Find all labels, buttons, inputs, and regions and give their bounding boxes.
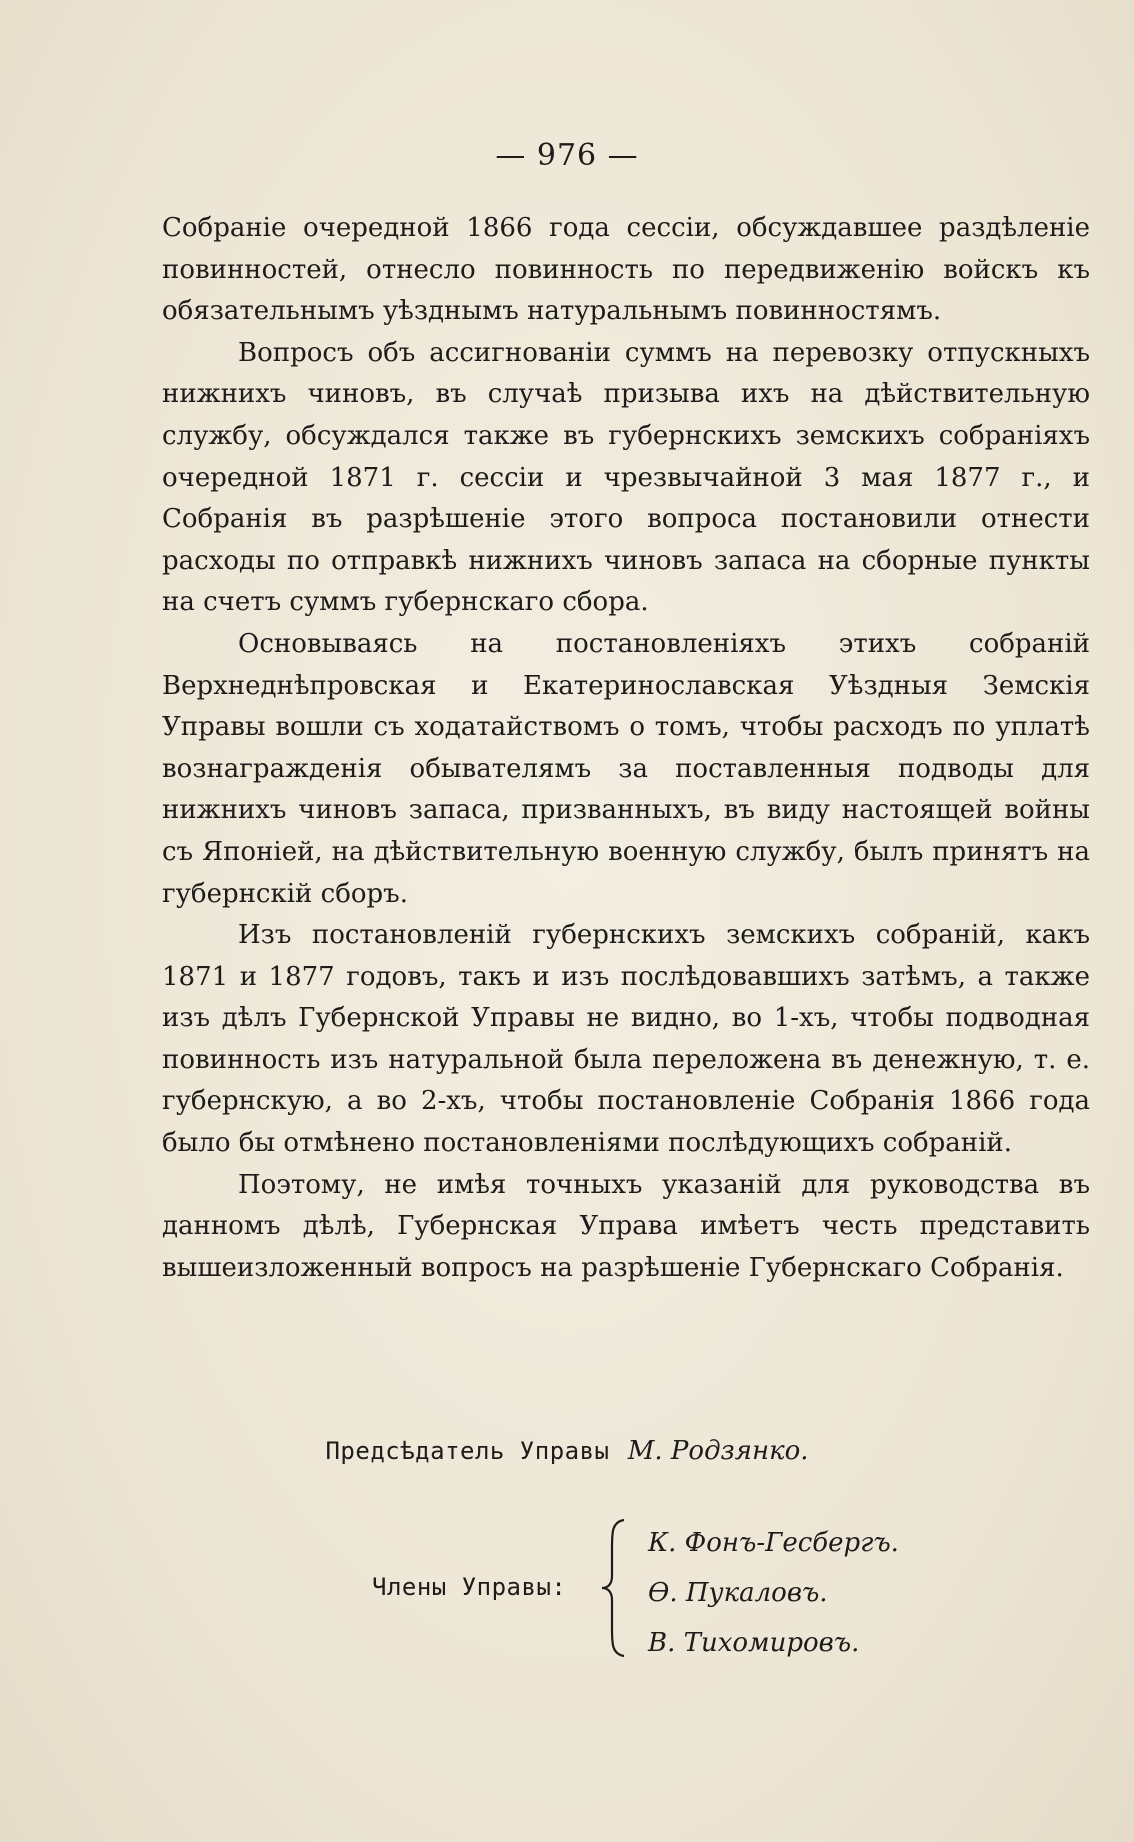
paragraph-3: Основываясь на постановленіяхъ этихъ собраній Верхнеднѣпровская и Екатеринославская Уѣздныя Земскія Управы вошли съ ходатайствомъ о томъ, чтобы расходъ по уплатѣ вознагражденія обывателямъ за поставленныя подводы для нижнихъ чиновъ запаса, призванныхъ, въ виду настоящей войны съ Японіей, на дѣйствительную военную службу, былъ принятъ на губернскій сборъ.: [162, 628, 1090, 909]
paragraph-1: Собраніе очередной 1866 года сессіи, обсуждавшее раздѣленіе повинностей, отнесло повинность по передвиженію войскъ къ обязательнымъ уѣзднымъ натуральнымъ повинностямъ.: [162, 213, 1090, 327]
member-name: Ѳ. Пукаловъ.: [648, 1578, 828, 1608]
paragraph-5: Поэтому, не имѣя точныхъ указаній для руководства въ данномъ дѣлѣ, Губернская Управа имѣетъ честь представить вышеизложенный вопросъ на разрѣшеніе Губернскаго Собранія.: [162, 1169, 1090, 1283]
members-label: Члены Управы:: [372, 1573, 567, 1601]
member-name: В. Тихомировъ.: [648, 1628, 860, 1658]
members-list: [648, 1518, 899, 1668]
page-number: — 976 —: [495, 138, 639, 173]
chairman-name: М. Родзянко.: [627, 1436, 809, 1466]
chairman-signature: [0, 1436, 1134, 1466]
chairman-label: Предсѣдатель Управы: [325, 1437, 610, 1465]
paragraph-4: Изъ постановленій губернскихъ земскихъ собраній, какъ 1871 и 1877 годовъ, такъ и изъ послѣдовавшихъ затѣмъ, а также изъ дѣлъ Губернской Управы не видно, во 1-хъ, чтобы подводная повинность изъ натуральной была переложена въ денежную, т. е. губернскую, а во 2-хъ, чтобы постановленіе Собранія 1866 года было бы отмѣнено постановленіями послѣдующихъ собраній.: [162, 920, 1090, 1159]
paragraph-2: Вопросъ объ ассигнованіи суммъ на перевозку отпускныхъ нижнихъ чиновъ, въ случаѣ призыва ихъ на дѣйствительную службу, обсуждался также въ губернскихъ земскихъ собраніяхъ очередной 1871 г. сессіи и чрезвычайной 3 мая 1877 г., и Собранія въ разрѣшеніе этого вопроса постановили отнести расходы по отправкѣ нижнихъ чиновъ запаса на сборные пункты на счетъ суммъ губернскаго сбора.: [162, 337, 1090, 618]
body-text: [162, 208, 1090, 1289]
member-name: К. Фонъ-Гесбергъ.: [648, 1528, 899, 1558]
curly-brace-icon: [600, 1518, 630, 1658]
